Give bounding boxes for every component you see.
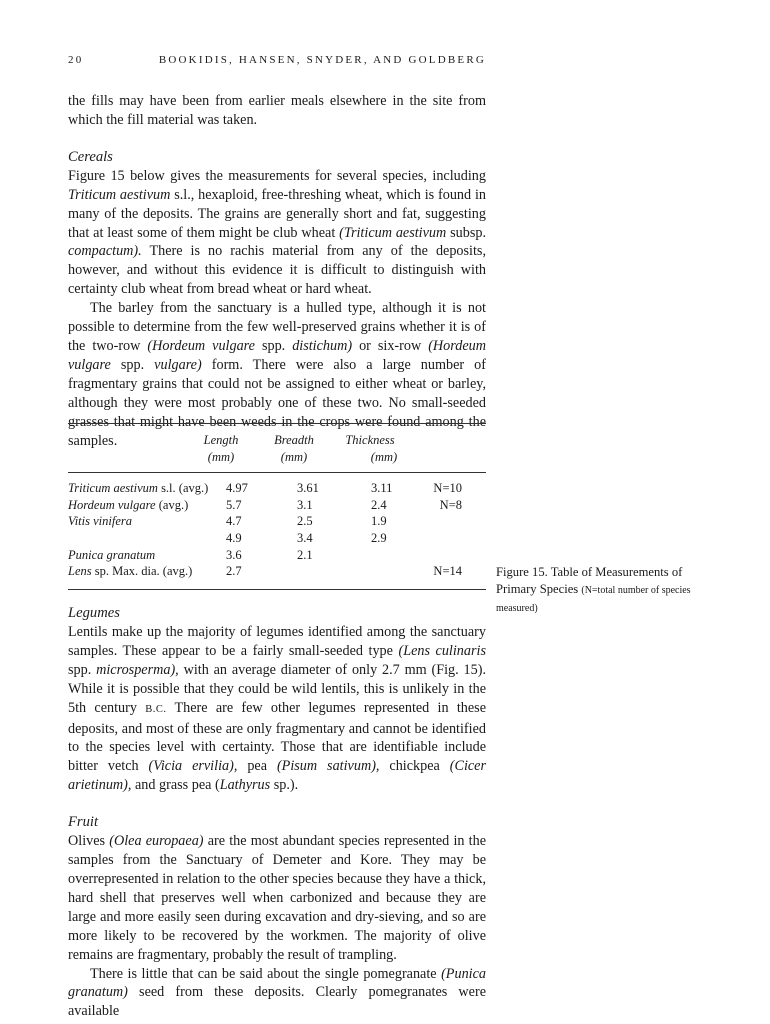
table-row: [68, 480, 486, 497]
cereals-paragraph-2: The barley from the sanctuary is a hulled type, although it is not possible to determine from the few well-preserved grains whether it is of the two-row (Hordeum vulgare spp. distichum) or six-row (Hordeum vulgare spp. vulgare) form. There were also a large number of fragmentary grains that could not be assigned to either wheat or barley, although they were most probably one of these two. No small-seeded grasses that might have been weeds in the crops were found among the samples.: [68, 300, 486, 449]
species-cell: Vitis vinifera: [68, 514, 132, 529]
thickness-cell: 2.4: [371, 497, 387, 512]
body-column-top: [68, 92, 486, 450]
thickness-cell: 3.11: [371, 481, 393, 495]
length-cell: 4.97: [226, 481, 248, 495]
section-heading-cereals: Cereals: [68, 148, 113, 165]
breadth-cell: 3.1: [297, 497, 313, 512]
caption-note: (N=total number of species measured): [496, 584, 691, 614]
species-cell: Triticum aestivum s.l. (avg.): [68, 481, 209, 495]
length-cell: 4.7: [226, 514, 242, 529]
n-cell: N=8: [439, 497, 462, 512]
breadth-cell: 2.5: [297, 514, 313, 529]
length-cell: 5.7: [226, 497, 242, 512]
legumes-paragraph: Lentils make up the majority of legumes identified among the sanctuary samples. These appear to be a fairly small-seeded type (Lens culinaris spp. microsperma), with an average diameter of only 2.7 mm (Fig. 15). While it is possible that they could be wild lentils, this is unlikely in the 5th century B.C. There are few other legumes represented in these deposits, and most of these are only fragmentary and cannot be identified to the species level with certainty. Those that are identifiable include bitter vetch (Vicia ervilia), pea (Pisum sativum), chickpea (Cicer arietinum), and grass pea (Lathyrus sp.).: [68, 624, 486, 794]
table-header: [68, 432, 486, 468]
running-header: [68, 54, 486, 74]
table-row: [68, 563, 486, 580]
section-heading-fruit: Fruit: [68, 814, 98, 831]
intro-paragraph: the fills may have been from earlier meals elsewhere in the site from which the fill material was taken.: [68, 93, 486, 128]
length-cell: 2.7: [226, 564, 242, 579]
n-cell: N=10: [433, 481, 462, 495]
table-top-rule: [68, 423, 486, 424]
thickness-cell: 2.9: [371, 531, 387, 546]
cereals-paragraph-1: Figure 15 below gives the measurements for several species, including Triticum aestivum s.l., hexaploid, free-threshing wheat, which is found in many of the deposits. The grains are generally short and fat, suggesting that at least some of them might be club wheat (Triticum aestivum subsp. compactum). There is no rachis material from any of the deposits, however, and without this evidence it is difficult to distinguish with certainty club wheat from bread wheat or hard wheat.: [68, 167, 487, 298]
thickness-cell: 1.9: [371, 514, 387, 529]
body-column-bottom: [68, 604, 486, 1021]
table-row: [68, 547, 486, 564]
table-body: [68, 480, 486, 580]
fruit-paragraph-2: There is little that can be said about the single pomegranate (Punica granatum) seed from these deposits. Clearly pomegranates were available: [68, 965, 486, 1020]
header-breadth: Breadth (mm): [274, 433, 314, 464]
page-number: 20: [68, 54, 84, 66]
fruit-paragraph-1: Olives (Olea europaea) are the most abundant species represented in the samples from the Sanctuary of Demeter and Kore. They may be overrepresented in relation to the other species because they have a thick, hard shell that preserves well when carbonized and because they are large and more easily seen during excavation and dry-sieving, and so are more likely to be recovered by the workmen. The majority of olive remains are fragmentary, probably the result of trampling.: [68, 833, 486, 963]
species-cell: Lens sp. Max. dia. (avg.): [68, 564, 193, 579]
figure-caption: [496, 564, 716, 618]
species-cell: Punica granatum: [68, 547, 156, 562]
table-row: [68, 497, 486, 514]
breadth-cell: 3.4: [297, 531, 313, 546]
species-cell: Hordeum vulgare (avg.): [68, 497, 189, 512]
length-cell: 4.9: [226, 531, 242, 546]
n-cell: N=14: [433, 564, 462, 579]
length-cell: 3.6: [226, 547, 242, 562]
header-thickness: Thickness (mm): [345, 433, 398, 464]
caption-title: Figure 15. Table of Measurements of Primary Species: [496, 565, 683, 596]
table-bottom-rule: [68, 589, 486, 590]
breadth-cell: 2.1: [297, 547, 313, 562]
section-heading-legumes: Legumes: [68, 605, 120, 621]
breadth-cell: 3.61: [297, 481, 319, 495]
header-length: Length (mm): [203, 433, 239, 464]
table-row: [68, 513, 486, 530]
table-header-rule: [68, 472, 486, 473]
table-row: [68, 530, 486, 547]
running-head-authors: BOOKIDIS, HANSEN, SNYDER, AND GOLDBERG: [158, 54, 486, 66]
